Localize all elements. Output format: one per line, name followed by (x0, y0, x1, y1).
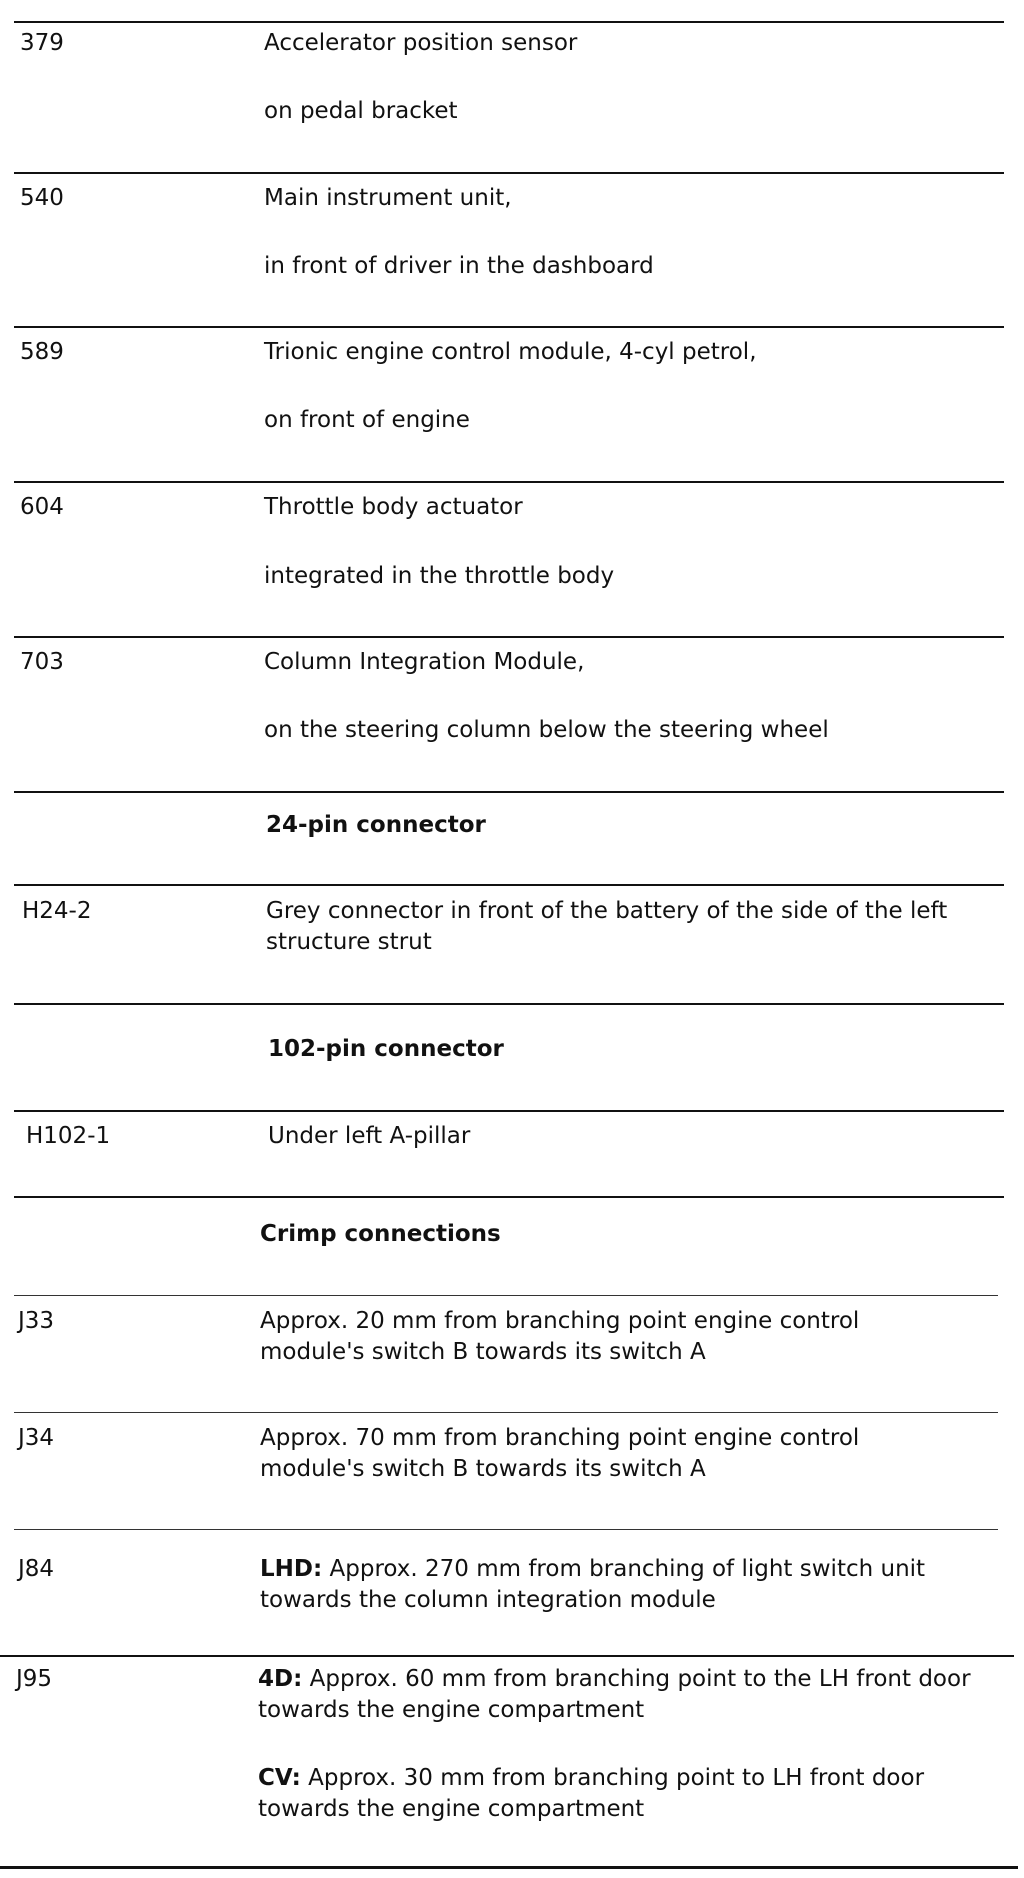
row-divider (0, 1655, 1014, 1657)
section-heading-24pin: 24-pin connector (266, 812, 486, 838)
crimp-label: LHD: (260, 1556, 323, 1582)
crimp-desc: Approx. 70 mm from branching point engine control module's switch B towards its switch A (260, 1425, 860, 1482)
table-bottom-rule (0, 1866, 1018, 1869)
crimp-code: J95 (16, 1666, 53, 1692)
section-heading-102pin: 102-pin connector (268, 1036, 504, 1062)
row-desc-line: on front of engine (264, 407, 470, 433)
row-desc-line: on the steering column below the steering wheel (264, 717, 829, 743)
row-divider (14, 1110, 1004, 1112)
crimp-code: J84 (18, 1556, 55, 1582)
row-desc-line: in front of driver in the dashboard (264, 253, 654, 279)
crimp-code: J34 (18, 1425, 55, 1451)
crimp-desc (258, 1664, 1018, 1726)
row-code: 703 (20, 649, 64, 675)
connector-code: H24-2 (22, 898, 92, 924)
section-divider (14, 1003, 1004, 1005)
crimp-desc-text: Approx. 270 mm from branching of light switch unit towards the column integration module (260, 1556, 926, 1613)
crimp-desc: Approx. 20 mm from branching point engine control module's switch B towards its switch A (260, 1308, 860, 1365)
row-desc-line: Accelerator position sensor (264, 30, 578, 56)
crimp-desc (258, 1763, 978, 1825)
row-code: 604 (20, 494, 64, 520)
row-divider (14, 884, 1004, 886)
row-desc-line: Throttle body actuator (264, 494, 523, 520)
row-desc-line: Column Integration Module, (264, 649, 585, 675)
row-divider (14, 1529, 998, 1530)
crimp-desc-text: Approx. 30 mm from branching point to LH front door towards the engine compartment (258, 1765, 925, 1822)
crimp-desc-text: Approx. 60 mm from branching point to the LH front door towards the engine compartment (258, 1666, 971, 1723)
row-desc-line: Main instrument unit, (264, 185, 512, 211)
row-divider (14, 481, 1004, 483)
row-code: 540 (20, 185, 64, 211)
section-divider (14, 1196, 1004, 1198)
row-divider (14, 1295, 998, 1296)
connector-desc: Grey connector in front of the battery of the side of the left structure strut (266, 898, 948, 955)
row-desc-line: Trionic engine control module, 4-cyl petrol, (264, 339, 757, 365)
row-desc-line: on pedal bracket (264, 98, 458, 124)
section-heading-crimp: Crimp connections (260, 1221, 501, 1247)
row-divider (14, 1412, 998, 1413)
row-divider (14, 172, 1004, 174)
crimp-desc (260, 1554, 1000, 1616)
row-divider (14, 636, 1004, 638)
connector-code: H102-1 (26, 1123, 111, 1149)
connector-desc: Under left A-pillar (268, 1123, 471, 1149)
crimp-label: 4D: (258, 1666, 303, 1692)
row-divider (14, 21, 1004, 23)
row-code: 589 (20, 339, 64, 365)
crimp-code: J33 (18, 1308, 55, 1334)
row-code: 379 (20, 30, 64, 56)
row-divider (14, 326, 1004, 328)
crimp-label: CV: (258, 1765, 301, 1791)
row-desc-line: integrated in the throttle body (264, 563, 615, 589)
section-divider (14, 791, 1004, 793)
